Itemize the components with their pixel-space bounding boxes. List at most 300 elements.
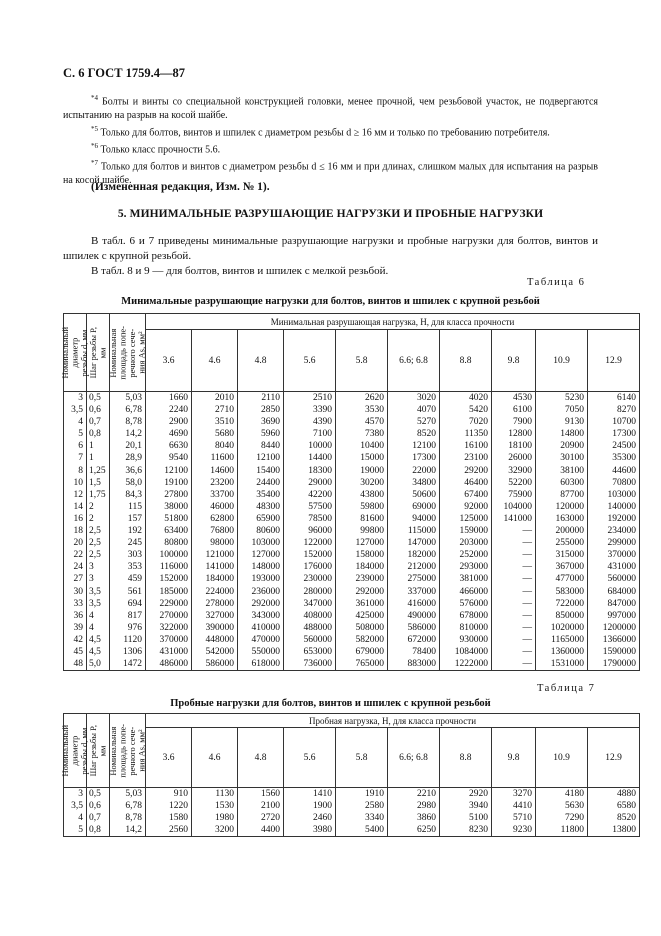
table-cell: 17300	[388, 452, 440, 464]
table-cell: 51800	[146, 513, 192, 525]
table-cell: 17300	[588, 428, 640, 440]
footnote-4-mark: *4	[91, 94, 98, 102]
table-cell: 997000	[588, 610, 640, 622]
table-cell: 550000	[238, 646, 284, 658]
table-row	[64, 610, 640, 622]
table-cell: 722000	[536, 598, 588, 610]
table-cell: 48	[64, 658, 87, 671]
table-cell: 2560	[146, 824, 192, 837]
table-cell: 1366000	[588, 634, 640, 646]
table-cell: 3510	[192, 416, 238, 428]
table-cell: 2920	[440, 788, 492, 801]
table-cell: —	[492, 537, 536, 549]
table-cell: 8440	[238, 440, 284, 452]
table-cell: 5,03	[110, 392, 146, 405]
table-cell: 2010	[192, 392, 238, 405]
table-cell: 84,3	[110, 489, 146, 501]
table-cell: —	[492, 561, 536, 573]
table-cell: 6250	[388, 824, 440, 837]
table-cell: 2,5	[87, 525, 110, 537]
table7-class-header: 3.6	[146, 728, 192, 788]
table-cell: 75900	[492, 489, 536, 501]
table-cell: 2900	[146, 416, 192, 428]
table-cell: 5400	[336, 824, 388, 837]
table-cell: 560000	[284, 634, 336, 646]
table-cell: 847000	[588, 598, 640, 610]
table-cell: 14800	[536, 428, 588, 440]
table-cell: 4,5	[87, 646, 110, 658]
table-cell: 30200	[336, 477, 388, 489]
table-cell: 22	[64, 549, 87, 561]
table-cell: 488000	[284, 622, 336, 634]
table-cell: 6140	[588, 392, 640, 405]
table-cell: 65900	[238, 513, 284, 525]
table-cell: 10700	[588, 416, 640, 428]
table-cell: 94000	[388, 513, 440, 525]
table-cell: 70800	[588, 477, 640, 489]
table-cell: 883000	[388, 658, 440, 671]
table-cell: 810000	[440, 622, 492, 634]
table-cell: 431000	[588, 561, 640, 573]
table-cell: 15000	[336, 452, 388, 464]
table-cell: 115000	[388, 525, 440, 537]
table-cell: 3,5	[87, 598, 110, 610]
table-cell: 42200	[284, 489, 336, 501]
table-cell: —	[492, 525, 536, 537]
table-row	[64, 501, 640, 513]
table-cell: 120000	[536, 501, 588, 513]
table-cell: 24	[64, 561, 87, 573]
table-cell: 0,7	[87, 416, 110, 428]
page-header: С. 6 ГОСТ 1759.4—87	[63, 66, 186, 80]
table-cell: 416000	[388, 598, 440, 610]
table-cell: 35300	[588, 452, 640, 464]
table-cell: 22000	[388, 465, 440, 477]
table-cell: 280000	[284, 586, 336, 598]
table-cell: 19100	[146, 477, 192, 489]
table-cell: —	[492, 610, 536, 622]
table-cell: 5230	[536, 392, 588, 405]
table-cell: 910	[146, 788, 192, 801]
table-cell: 100000	[146, 549, 192, 561]
table-cell: 6	[64, 440, 87, 452]
table-cell: 14,2	[110, 824, 146, 837]
table-cell: 4	[64, 416, 87, 428]
table-cell: 0,6	[87, 404, 110, 416]
table-cell: 80600	[238, 525, 284, 537]
table-cell: 1	[87, 452, 110, 464]
table-cell: 5420	[440, 404, 492, 416]
table-cell: 6100	[492, 404, 536, 416]
table-cell: 275000	[388, 573, 440, 585]
table-cell: 29200	[440, 465, 492, 477]
table-cell: 4530	[492, 392, 536, 405]
table-cell: 9540	[146, 452, 192, 464]
table-cell: 1660	[146, 392, 192, 405]
table-cell: 0,6	[87, 800, 110, 812]
table-row	[64, 573, 640, 585]
table-cell: 586000	[388, 622, 440, 634]
table-cell: 270000	[146, 610, 192, 622]
table-cell: 50600	[388, 489, 440, 501]
table-cell: 78500	[284, 513, 336, 525]
table-row	[64, 440, 640, 452]
table-cell: 96000	[284, 525, 336, 537]
table-cell: 7380	[336, 428, 388, 440]
table-row	[64, 622, 640, 634]
table-cell: 8520	[588, 812, 640, 824]
footnotes	[63, 92, 598, 188]
table-cell: 0,7	[87, 812, 110, 824]
table-cell: 4	[87, 622, 110, 634]
table-row	[64, 452, 640, 464]
table-cell: 2100	[238, 800, 284, 812]
table-cell: 5	[64, 428, 87, 440]
table7-class-header: 5.6	[284, 728, 336, 788]
table-cell: 0,8	[87, 824, 110, 837]
table-cell: 27	[64, 573, 87, 585]
table-cell: 2110	[238, 392, 284, 405]
table-cell: 3020	[388, 392, 440, 405]
table-cell: 0,5	[87, 788, 110, 801]
table-cell: 337000	[388, 586, 440, 598]
table-cell: 5630	[536, 800, 588, 812]
footnote-7-mark: *7	[91, 159, 98, 168]
table-cell: 3,5	[64, 404, 87, 416]
table-row	[64, 489, 640, 501]
table-cell: 5,03	[110, 788, 146, 801]
table-row	[64, 549, 640, 561]
table-cell: 20	[64, 537, 87, 549]
table-cell: 2580	[336, 800, 388, 812]
table-cell: 18100	[492, 440, 536, 452]
table-cell: 5	[64, 824, 87, 837]
table-cell: 1410	[284, 788, 336, 801]
table-cell: 343000	[238, 610, 284, 622]
table-cell: 224000	[192, 586, 238, 598]
table-cell: —	[492, 549, 536, 561]
table-cell: 470000	[238, 634, 284, 646]
table-cell: 684000	[588, 586, 640, 598]
table-cell: 9230	[492, 824, 536, 837]
table-cell: 8,78	[110, 812, 146, 824]
table6-class-header: 9.8	[492, 330, 536, 392]
table-cell: 315000	[536, 549, 588, 561]
table-cell: 7	[64, 452, 87, 464]
table-cell: 33	[64, 598, 87, 610]
table-cell: 292000	[336, 586, 388, 598]
table-cell: 245	[110, 537, 146, 549]
table-cell: 59800	[336, 501, 388, 513]
table-cell: 672000	[388, 634, 440, 646]
table-cell: 1	[87, 440, 110, 452]
table-cell: 252000	[440, 549, 492, 561]
table-cell: 7290	[536, 812, 588, 824]
table-cell: 115	[110, 501, 146, 513]
table-cell: 30100	[536, 452, 588, 464]
table-cell: 976	[110, 622, 146, 634]
table6-class-header: 6.6; 6.8	[388, 330, 440, 392]
table-cell: 4020	[440, 392, 492, 405]
table-cell: 1220	[146, 800, 192, 812]
table-cell: 12100	[146, 465, 192, 477]
table-cell: 30	[64, 586, 87, 598]
table-cell: 2620	[336, 392, 388, 405]
table-cell: 1531000	[536, 658, 588, 671]
table-row	[64, 525, 640, 537]
table-cell: 12800	[492, 428, 536, 440]
table-cell: 4410	[492, 800, 536, 812]
table6-class-header: 5.8	[336, 330, 388, 392]
table-cell: 239000	[336, 573, 388, 585]
table-cell: 2460	[284, 812, 336, 824]
table-cell: 4	[87, 610, 110, 622]
table-cell: 3	[87, 573, 110, 585]
table-cell: 2,5	[87, 537, 110, 549]
table6-class-header: 5.6	[284, 330, 336, 392]
table-cell: 3940	[440, 800, 492, 812]
table-cell: 3860	[388, 812, 440, 824]
table-cell: 1580	[146, 812, 192, 824]
table-cell: 203000	[440, 537, 492, 549]
table-cell: 185000	[146, 586, 192, 598]
table-cell: 158000	[336, 549, 388, 561]
footnote-5-mark: *5	[91, 124, 98, 133]
table-cell: 2980	[388, 800, 440, 812]
table-cell: 141000	[492, 513, 536, 525]
table-cell: 14600	[192, 465, 238, 477]
table-cell: 583000	[536, 586, 588, 598]
table-cell: 582000	[336, 634, 388, 646]
table-cell: 1084000	[440, 646, 492, 658]
table-row	[64, 428, 640, 440]
table-cell: 653000	[284, 646, 336, 658]
table-cell: 46400	[440, 477, 492, 489]
table-row	[64, 788, 640, 801]
table-cell: 1222000	[440, 658, 492, 671]
table-cell: 148000	[238, 561, 284, 573]
table-cell: 303	[110, 549, 146, 561]
table7-label: Таблица 7	[537, 683, 596, 694]
table-cell: 370000	[588, 549, 640, 561]
table-cell: 69000	[388, 501, 440, 513]
table-cell: 448000	[192, 634, 238, 646]
table-cell: 6,78	[110, 404, 146, 416]
footnote-6-text: Только класс прочности 5.6.	[98, 144, 221, 156]
table6-class-header: 10.9	[536, 330, 588, 392]
table-row	[64, 800, 640, 812]
table-cell: 87700	[536, 489, 588, 501]
table-cell: 1980	[192, 812, 238, 824]
table-cell: 486000	[146, 658, 192, 671]
table-cell: 62800	[192, 513, 238, 525]
table7-col-diameter: Номинальный диаметр резьбы d, мм	[64, 714, 87, 788]
table-cell: 6580	[588, 800, 640, 812]
table-cell: 817	[110, 610, 146, 622]
table-cell: 255000	[536, 537, 588, 549]
table-cell: 1560	[238, 788, 284, 801]
table-cell: 3200	[192, 824, 238, 837]
table-cell: 560000	[588, 573, 640, 585]
table-cell: 152000	[146, 573, 192, 585]
table-cell: 1590000	[588, 646, 640, 658]
table-cell: 7100	[284, 428, 336, 440]
table-cell: 44600	[588, 465, 640, 477]
table-cell: 28,9	[110, 452, 146, 464]
table6-class-header: 4.8	[238, 330, 284, 392]
table-cell: 24400	[238, 477, 284, 489]
table7-class-header: 9.8	[492, 728, 536, 788]
table-cell: 67400	[440, 489, 492, 501]
table-cell: 14400	[284, 452, 336, 464]
table-cell: —	[492, 622, 536, 634]
table-cell: 3980	[284, 824, 336, 837]
table-cell: 2710	[192, 404, 238, 416]
table-cell: 18300	[284, 465, 336, 477]
table-cell: 322000	[146, 622, 192, 634]
footnote-4	[63, 92, 598, 123]
table-cell: 292000	[238, 598, 284, 610]
table-cell: 0,8	[87, 428, 110, 440]
table-row	[64, 404, 640, 416]
table-cell: 182000	[388, 549, 440, 561]
table-cell: 127000	[238, 549, 284, 561]
table-cell: 353	[110, 561, 146, 573]
table-cell: 1790000	[588, 658, 640, 671]
table-cell: 7020	[440, 416, 492, 428]
table-cell: 234000	[588, 525, 640, 537]
table-cell: 192	[110, 525, 146, 537]
table-row	[64, 392, 640, 405]
table-cell: 13800	[588, 824, 640, 837]
table-cell: 27800	[146, 489, 192, 501]
table-cell: 1,25	[87, 465, 110, 477]
table-cell: 5,0	[87, 658, 110, 671]
table-cell: 3530	[336, 404, 388, 416]
table-cell: 4570	[336, 416, 388, 428]
table-cell: 2720	[238, 812, 284, 824]
table-cell: 38100	[536, 465, 588, 477]
table7-group-header: Пробная нагрузка, Н, для класса прочности	[146, 714, 640, 728]
table-cell: 4	[64, 812, 87, 824]
table7-caption: Пробные нагрузки для болтов, винтов и шпилек с крупной резьбой	[170, 698, 491, 709]
table6-class-header: 8.8	[440, 330, 492, 392]
table-cell: 4070	[388, 404, 440, 416]
footnote-6-mark: *6	[91, 142, 98, 151]
table-cell: 60300	[536, 477, 588, 489]
table-cell: 7900	[492, 416, 536, 428]
table-cell: —	[492, 586, 536, 598]
table6-class-header: 4.6	[192, 330, 238, 392]
table-cell: 361000	[336, 598, 388, 610]
table-cell: 390000	[192, 622, 238, 634]
table-cell: 299000	[588, 537, 640, 549]
table7	[59, 713, 640, 837]
table-cell: 3	[64, 392, 87, 405]
table-cell: 4690	[146, 428, 192, 440]
table-cell: 26000	[492, 452, 536, 464]
table6-group-header: Минимальная разрушающая нагрузка, Н, для класса прочности	[146, 314, 640, 330]
table-cell: 765000	[336, 658, 388, 671]
table-cell: 370000	[146, 634, 192, 646]
table-cell: 23100	[440, 452, 492, 464]
table-cell: 5710	[492, 812, 536, 824]
table-cell: 103000	[238, 537, 284, 549]
paragraph-2: В табл. 8 и 9 — для болтов, винтов и шпилек с мелкой резьбой.	[91, 265, 389, 277]
table-cell: 140000	[588, 501, 640, 513]
table-cell: 5960	[238, 428, 284, 440]
table-cell: 8,78	[110, 416, 146, 428]
table-cell: 20,1	[110, 440, 146, 452]
table-cell: 184000	[336, 561, 388, 573]
table-cell: 736000	[284, 658, 336, 671]
table-cell: 58,0	[110, 477, 146, 489]
table-cell: 9130	[536, 416, 588, 428]
table-cell: 127000	[336, 537, 388, 549]
table-cell: 39	[64, 622, 87, 634]
table-cell: —	[492, 646, 536, 658]
table-row	[64, 477, 640, 489]
table-cell: 16	[64, 513, 87, 525]
table-cell: 2210	[388, 788, 440, 801]
table-cell: 5270	[388, 416, 440, 428]
table-cell: 45	[64, 646, 87, 658]
table-cell: 36	[64, 610, 87, 622]
table7-col-area: Номинальная площадь попе- речного сече- ния As, мм²	[110, 714, 146, 788]
table-row	[64, 537, 640, 549]
table-cell: 2240	[146, 404, 192, 416]
table-cell: 508000	[336, 622, 388, 634]
table-cell: 12100	[388, 440, 440, 452]
table-cell: 3,5	[87, 586, 110, 598]
table-cell: 32900	[492, 465, 536, 477]
table-cell: 4880	[588, 788, 640, 801]
table-cell: 122000	[284, 537, 336, 549]
table-cell: 23200	[192, 477, 238, 489]
table-row	[64, 561, 640, 573]
table-cell: 1120	[110, 634, 146, 646]
table-cell: 850000	[536, 610, 588, 622]
table-cell: 33700	[192, 489, 238, 501]
table-cell: 586000	[192, 658, 238, 671]
table6-col-area: Номинальная площадь попе- речного сече- ния As, мм²	[110, 314, 146, 392]
table-cell: 8230	[440, 824, 492, 837]
table-cell: 4180	[536, 788, 588, 801]
section-title: 5. МИНИМАЛЬНЫЕ РАЗРУШАЮЩИЕ НАГРУЗКИ И ПРОБНЫЕ НАГРУЗКИ	[117, 208, 544, 220]
table-cell: 236000	[238, 586, 284, 598]
table-cell: 2	[87, 501, 110, 513]
table-cell: 930000	[440, 634, 492, 646]
table-cell: 48300	[238, 501, 284, 513]
table-cell: 10000	[284, 440, 336, 452]
table-cell: 200000	[536, 525, 588, 537]
table-cell: 1,5	[87, 477, 110, 489]
table-cell: —	[492, 598, 536, 610]
table-cell: 1,75	[87, 489, 110, 501]
table-cell: 477000	[536, 573, 588, 585]
table-cell: 278000	[192, 598, 238, 610]
table-cell: 410000	[238, 622, 284, 634]
table-cell: 193000	[238, 573, 284, 585]
footnote-5-text: Только для болтов, винтов и шпилек с диаметром резьбы d ≥ 16 мм и только по требованию потребителя.	[98, 127, 550, 139]
table-row	[64, 812, 640, 824]
table-cell: 125000	[440, 513, 492, 525]
footnote-7-text: Только для болтов и винтов с диаметром резьбы d ≤ 16 мм и при длинах, слишком малых для испытания на разрыв на косой шайбе.	[63, 161, 598, 187]
table7-class-header: 4.6	[192, 728, 238, 788]
table-cell: 159000	[440, 525, 492, 537]
paragraph-1: В табл. 6 и 7 приведены минимальные разрушающие нагрузки и пробные нагрузки для болтов, винтов и шпилек с крупной резьбой.	[63, 235, 598, 262]
table-cell: 0,5	[87, 392, 110, 405]
